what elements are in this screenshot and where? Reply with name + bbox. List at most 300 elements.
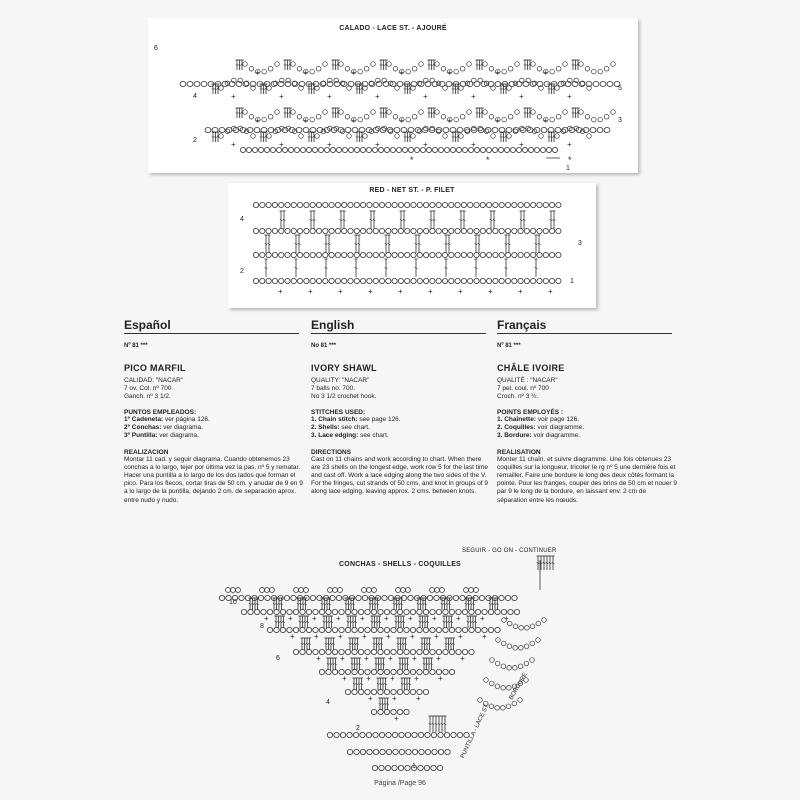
chain-stitch: [505, 252, 510, 257]
chain-stitch: [488, 627, 493, 632]
chain-stitch: [329, 228, 334, 233]
chain-stitch: [524, 228, 529, 233]
chain-stitch: [317, 127, 323, 132]
chain-stitch: [453, 595, 458, 600]
chain-stitch: [410, 627, 415, 632]
chain-stitch: [316, 228, 321, 233]
chain-stitch: [398, 202, 403, 207]
stitch-item: [311, 432, 491, 440]
material-line: CALIDAD: "NACAR": [124, 377, 184, 384]
chain-stitch: [543, 228, 548, 233]
double-crochet: [374, 603, 377, 604]
row-number: 2: [240, 268, 244, 275]
stitch-ref: voir diagramme.: [535, 424, 585, 432]
double-crochet: [401, 663, 404, 664]
chain-stitch: [252, 147, 257, 152]
stitch-ref: see chart.: [339, 424, 370, 432]
single-crochet: +: [428, 287, 433, 296]
double-crochet: [345, 603, 348, 604]
chain-stitch: [436, 228, 441, 233]
double-crochet: [452, 643, 455, 644]
chain-stitch: [411, 134, 416, 139]
chain-stitch: [392, 202, 397, 207]
chain-stitch: [326, 649, 331, 654]
chain-stitch: [509, 81, 515, 86]
chain-stitch: [393, 749, 398, 754]
chain-stitch: [442, 228, 447, 233]
double-crochet: [400, 603, 403, 604]
chain-stitch: [423, 609, 428, 614]
chain-stitch: [365, 669, 370, 674]
double-crochet: [352, 621, 355, 622]
chain-stitch: [261, 609, 266, 614]
double-crochet: [400, 621, 403, 622]
chain-stitch: [492, 127, 498, 132]
chain-stitch: [507, 134, 512, 139]
chain-stitch: [507, 665, 512, 670]
chain-stitch: [607, 81, 613, 86]
chain-stitch: [404, 627, 409, 632]
chain-stitch: [531, 202, 536, 207]
chain-stitch: [515, 110, 520, 115]
chain-stitch: [379, 732, 384, 737]
chain-stitch: [267, 627, 272, 632]
double-crochet: [444, 723, 447, 725]
chain-stitch: [373, 252, 378, 257]
chain-stitch: [345, 627, 350, 632]
chain-stitch: [404, 649, 409, 654]
shell-picot: [299, 588, 304, 593]
chain-stitch: [397, 609, 402, 614]
stitches-heading: STITCHES USED:: [311, 409, 366, 416]
chain-stitch: [436, 609, 441, 614]
chain-stitch: [345, 669, 350, 674]
material-line: QUALITÉ : "NACAR": [497, 377, 558, 384]
chain-stitch: [360, 202, 365, 207]
chain-stitch: [512, 701, 517, 706]
chain-stitch: [543, 202, 548, 207]
chain-stitch: [436, 627, 441, 632]
chain-stitch: [382, 595, 387, 600]
single-crochet: +: [351, 68, 356, 77]
chain-stitch: [341, 81, 347, 86]
double-crochet: [297, 603, 300, 604]
page-footer: Página /Page 96: [374, 780, 426, 787]
single-crochet: +: [316, 654, 321, 663]
net-chart-title: RED - NET ST. - P. FILET: [369, 187, 455, 194]
chain-stitch: [265, 595, 270, 600]
single-crochet: +: [567, 92, 572, 101]
row-number: 10: [229, 599, 237, 606]
single-crochet: +: [342, 674, 347, 683]
chain-stitch: [384, 669, 389, 674]
chain-stitch: [378, 609, 383, 614]
double-crochet: [546, 562, 549, 563]
chain-stitch: [340, 732, 345, 737]
double-crochet: [438, 723, 441, 725]
chain-stitch: [412, 732, 417, 737]
chain-stitch: [406, 117, 411, 122]
chain-stitch: [425, 732, 430, 737]
chain-stitch: [371, 709, 376, 714]
chain-stitch: [378, 627, 383, 632]
double-crochet: [273, 603, 276, 604]
chain-stitch: [373, 202, 378, 207]
single-crochet: +: [519, 92, 524, 101]
single-crochet: +: [255, 116, 260, 125]
chain-stitch: [443, 669, 448, 674]
double-crochet: [275, 621, 278, 622]
double-crochet: [543, 562, 546, 563]
chain-stitch: [266, 228, 271, 233]
chain-stitch: [280, 609, 285, 614]
double-crochet: [327, 663, 330, 664]
double-crochet: [358, 663, 361, 664]
double-crochet: [406, 683, 409, 684]
double-crochet: [354, 621, 357, 622]
double-crochet: [496, 603, 499, 604]
chain-stitch: [489, 704, 494, 709]
stitch-ref: voir diagramme.: [531, 432, 581, 440]
double-crochet: [299, 621, 302, 622]
chain-stitch: [475, 609, 480, 614]
chain-stitch: [397, 627, 402, 632]
chain-stitch: [323, 228, 328, 233]
chain-stitch: [321, 129, 326, 134]
chain-stitch: [437, 765, 442, 770]
row-number: 1: [570, 278, 574, 285]
chain-stitch: [271, 595, 276, 600]
chain-stitch: [219, 127, 225, 132]
chain-stitch: [352, 627, 357, 632]
double-crochet: [371, 603, 374, 604]
chain-stitch: [371, 669, 376, 674]
chain-stitch: [461, 278, 466, 283]
chain-stitch: [600, 81, 606, 86]
single-crochet: +: [255, 68, 260, 77]
chain-stitch: [495, 705, 500, 710]
shell-picot: [406, 588, 411, 593]
single-crochet: +: [447, 68, 452, 77]
chain-stitch: [537, 66, 542, 71]
chain-stitch: [467, 62, 472, 67]
single-crochet: +: [375, 140, 380, 149]
chain-stitch: [611, 110, 616, 115]
chain-stitch: [253, 202, 258, 207]
chain-stitch: [279, 278, 284, 283]
chain-stitch: [367, 278, 372, 283]
chain-stitch: [512, 278, 517, 283]
chain-stitch: [180, 81, 186, 86]
chain-stitch: [614, 81, 620, 86]
chain-stitch: [556, 228, 561, 233]
row-number: 2: [193, 137, 197, 144]
chain-stitch: [275, 110, 280, 115]
chain-stitch: [395, 595, 400, 600]
chain-stitch: [238, 78, 243, 83]
chain-stitch: [408, 147, 413, 152]
chain-stitch: [454, 117, 459, 122]
chain-stitch: [519, 645, 524, 650]
chain-stitch: [297, 66, 302, 71]
double-crochet: [448, 603, 451, 604]
chain-stitch: [483, 701, 488, 706]
single-crochet: +: [303, 116, 308, 125]
double-crochet: [379, 683, 382, 684]
double-crochet: [474, 621, 477, 622]
chain-stitch: [272, 202, 277, 207]
stitch-name: 2º Conchas:: [124, 424, 162, 432]
chain-stitch: [499, 278, 504, 283]
chain-stitch: [488, 609, 493, 614]
single-crochet: +: [423, 92, 428, 101]
double-crochet: [402, 621, 405, 622]
chain-stitch: [408, 595, 413, 600]
chain-stitch: [310, 228, 315, 233]
double-crochet: [356, 663, 359, 664]
double-crochet: [549, 562, 552, 563]
shell-picot: [333, 588, 338, 593]
double-crochet: [280, 621, 283, 622]
chain-stitch: [555, 134, 560, 139]
stitches-heading: POINTS EMPLOYÉS :: [497, 409, 564, 416]
double-crochet: [467, 621, 470, 622]
chain-stitch: [423, 278, 428, 283]
chain-stitch: [379, 278, 384, 283]
double-crochet: [424, 603, 427, 604]
method-text: Cast on 11 chains and work according to chart. When there are 23 shells on the longest edge, work row 5 for the last time and cast off. Work a lace edging along the two sides of the V. For the fringes, cut strands of 50 cms, and knot in groups of 9 along lace edging, leaving approx. 2 cms. between knots.: [311, 455, 489, 496]
double-crochet: [403, 683, 406, 684]
chain-stitch: [512, 595, 517, 600]
chain-stitch: [226, 595, 231, 600]
chain-stitch: [480, 252, 485, 257]
double-crochet: [404, 643, 407, 644]
lace-chart-title: CALADO - LACE ST. - AJOURÉ: [339, 25, 447, 32]
chain-stitch: [505, 595, 510, 600]
language-heading: Français: [497, 318, 672, 334]
chain-stitch: [232, 595, 237, 600]
chain-stitch: [516, 81, 522, 86]
shell-picot: [231, 588, 236, 593]
chain-stitch: [469, 627, 474, 632]
chain-stitch: [329, 252, 334, 257]
chain-stitch: [335, 202, 340, 207]
double-crochet: [330, 621, 333, 622]
single-crochet: +: [340, 654, 345, 663]
chain-stitch: [339, 609, 344, 614]
chain-stitch: [391, 709, 396, 714]
chain-stitch: [406, 69, 411, 74]
chain-stitch: [345, 66, 350, 71]
double-crochet: [445, 643, 448, 644]
double-crochet: [376, 603, 379, 604]
chain-stitch: [392, 765, 397, 770]
shell-picot: [469, 588, 474, 593]
single-crochet: +: [386, 632, 391, 641]
chain-stitch: [443, 627, 448, 632]
chain-stitch: [285, 228, 290, 233]
double-crochet: [378, 643, 381, 644]
repeat-marker: *: [486, 155, 490, 165]
chain-stitch: [373, 228, 378, 233]
chain-stitch: [537, 202, 542, 207]
chain-stitch: [332, 649, 337, 654]
chain-stitch: [387, 110, 392, 115]
chain-stitch: [300, 609, 305, 614]
chain-stitch: [404, 609, 409, 614]
double-crochet: [373, 621, 376, 622]
chain-stitch: [274, 609, 279, 614]
chain-stitch: [531, 252, 536, 257]
chain-stitch: [375, 595, 380, 600]
chain-stitch: [254, 127, 260, 132]
row-number: 1: [566, 165, 570, 172]
double-crochet: [328, 603, 331, 604]
chain-stitch: [310, 117, 315, 122]
chain-stitch: [506, 127, 512, 132]
chain-stitch: [366, 732, 371, 737]
chain-stitch: [423, 228, 428, 233]
chain-stitch: [348, 252, 353, 257]
double-crochet: [299, 603, 302, 604]
chain-stitch: [296, 127, 302, 132]
double-crochet: [450, 643, 453, 644]
double-crochet: [381, 703, 384, 704]
chain-stitch: [449, 228, 454, 233]
chain-stitch: [397, 669, 402, 674]
double-crochet: [358, 683, 361, 684]
row-number: 6: [276, 655, 280, 662]
chain-stitch: [392, 732, 397, 737]
chain-stitch: [300, 147, 305, 152]
chain-stitch: [491, 134, 496, 139]
chain-stitch: [492, 147, 497, 152]
single-crochet: +: [399, 116, 404, 125]
method-text: Montar 11 cad. y seguir diagrama. Cuando obtenemos 23 conchas a lo largo, tejer por última vez la pas. nº 5 y rematar. Hacer una puntilla a lo largo de los dos lados que forman el pico. Para los flecos, cortar tiras de 50 cm. y anudar de 9 en 9 a lo largo de la puntilla, dejando 2 cm. de separación aprox. entre nudo y nudo.: [124, 455, 303, 504]
chain-stitch: [398, 252, 403, 257]
single-crochet: +: [388, 654, 393, 663]
chain-stitch: [358, 627, 363, 632]
single-crochet: +: [231, 140, 236, 149]
chain-stitch: [339, 649, 344, 654]
chain-stitch: [537, 278, 542, 283]
chain-stitch: [306, 609, 311, 614]
chain-stitch: [201, 81, 207, 86]
double-crochet: [432, 723, 435, 725]
double-crochet: [332, 663, 335, 664]
chain-stitch: [272, 228, 277, 233]
chain-stitch: [405, 765, 410, 770]
shell-picot: [464, 588, 469, 593]
method-heading: DIRECTIONS: [311, 448, 352, 456]
chain-stitch: [336, 147, 341, 152]
chain-stitch: [541, 127, 547, 132]
single-crochet: +: [447, 116, 452, 125]
chain-stitch: [339, 669, 344, 674]
stitch-name: 3. Lace edging:: [311, 432, 359, 440]
double-crochet: [419, 621, 422, 622]
chain-stitch: [539, 134, 544, 139]
single-crochet: +: [399, 68, 404, 77]
chain-stitch: [480, 147, 485, 152]
chain-stitch: [436, 669, 441, 674]
chain-stitch: [266, 252, 271, 257]
chain-stitch: [384, 689, 389, 694]
chain-stitch: [317, 595, 322, 600]
shell-picot: [270, 588, 275, 593]
chain-stitch: [518, 252, 523, 257]
chain-stitch: [421, 595, 426, 600]
double-crochet: [446, 603, 449, 604]
chain-stitch: [505, 202, 510, 207]
chain-stitch: [367, 202, 372, 207]
double-crochet: [282, 621, 285, 622]
chain-stitch: [397, 709, 402, 714]
chain-stitch: [285, 278, 290, 283]
chain-stitch: [275, 62, 280, 67]
chain-stitch: [379, 202, 384, 207]
chain-stitch: [510, 147, 515, 152]
single-crochet: +: [480, 614, 485, 623]
chain-stitch: [327, 732, 332, 737]
double-crochet: [378, 621, 381, 622]
chain-stitch: [365, 627, 370, 632]
chain-stitch: [260, 252, 265, 257]
chain-stitch: [347, 134, 352, 139]
chain-stitch: [358, 69, 363, 74]
chain-stitch: [364, 114, 369, 119]
row-number: 8: [260, 623, 264, 630]
chain-stitch: [405, 278, 410, 283]
chain-stitch: [323, 252, 328, 257]
chain-stitch: [395, 134, 400, 139]
chain-stitch: [501, 609, 506, 614]
chain-stitch: [246, 147, 251, 152]
chain-stitch: [556, 202, 561, 207]
chain-stitch: [342, 228, 347, 233]
chain-stitch: [486, 278, 491, 283]
double-crochet: [325, 643, 328, 644]
stitch-item: [124, 424, 304, 432]
chain-stitch: [371, 609, 376, 614]
chain-stitch: [367, 252, 372, 257]
chain-stitch: [360, 228, 365, 233]
chain-stitch: [264, 147, 269, 152]
chain-stitch: [417, 278, 422, 283]
material-line: 7 balls no. 700.: [311, 385, 356, 392]
double-crochet: [360, 683, 363, 684]
double-crochet: [306, 621, 309, 622]
chain-stitch: [348, 202, 353, 207]
chain-stitch: [406, 749, 411, 754]
chain-stitch: [329, 202, 334, 207]
chain-stitch: [451, 732, 456, 737]
column-english: [311, 318, 491, 497]
double-crochet: [393, 603, 396, 604]
chain-stitch: [441, 66, 446, 71]
chain-stitch: [481, 81, 487, 86]
chain-stitch: [358, 689, 363, 694]
chain-stitch: [345, 609, 350, 614]
chain-stitch: [360, 278, 365, 283]
double-crochet: [399, 663, 402, 664]
chain-stitch: [417, 689, 422, 694]
chain-stitch: [604, 127, 610, 132]
chain-stitch: [398, 278, 403, 283]
chain-stitch: [438, 749, 443, 754]
chain-stitch: [300, 627, 305, 632]
single-crochet: +: [458, 287, 463, 296]
